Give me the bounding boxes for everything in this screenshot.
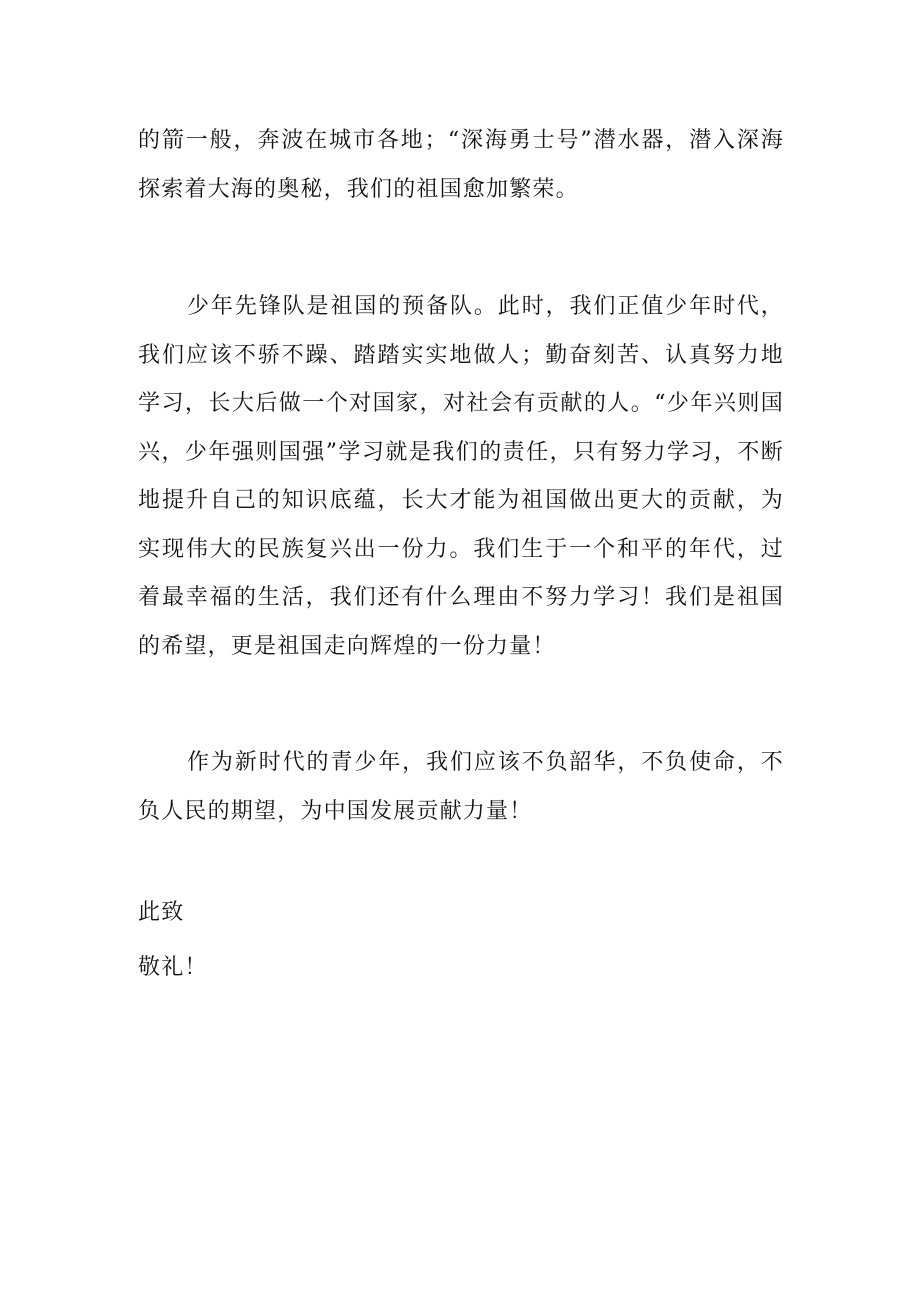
paragraph-continued: 的箭一般，奔波在城市各地；“深海勇士号”潜水器，潜入深海探索着大海的奥秘，我们的祖国愈加繁荣。 (138, 128, 784, 202)
paragraph-young-pioneers: 少年先锋队是祖国的预备队。此时，我们正值少年时代，我们应该不骄不躁、踏踏实实地做人；勤奋刻苦、认真努力地学习，长大后做一个对国家，对社会有贡献的人。“少年兴则国兴，少年强则国强”学习就是我们的责任，只有努力学习，不断地提升自己的知识底蕴，长大才能为祖国做出更大的贡献，为实现伟大的民族复兴出一份力。我们生于一个和平的年代，过着最幸福的生活，我们还有什么理由不努力学习！我们是祖国的希望，更是祖国走向辉煌的一份力量！ (138, 294, 784, 659)
letter-salutation: 敬礼！ (138, 955, 208, 980)
paragraph-new-era-youth: 作为新时代的青少年，我们应该不负韶华，不负使命，不负人民的期望，为中国发展贡献力量！ (138, 750, 784, 824)
letter-closing: 此致 (138, 900, 185, 925)
